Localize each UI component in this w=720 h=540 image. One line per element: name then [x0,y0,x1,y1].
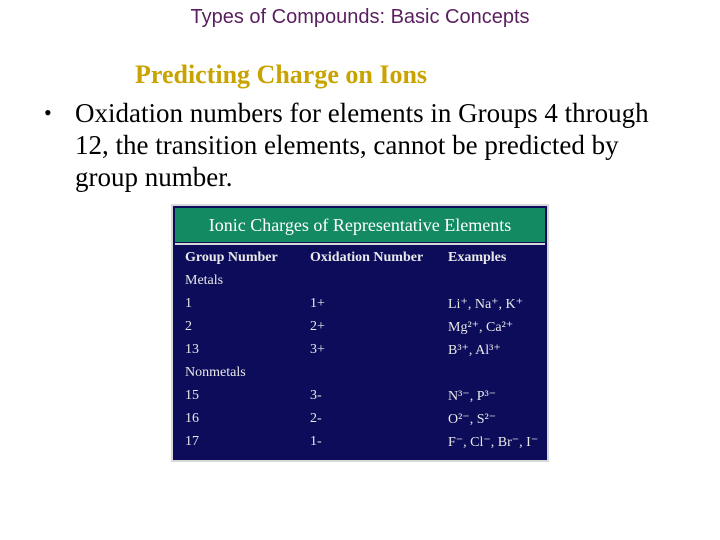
table-header-row [185,250,543,272]
cell-oxidation: 3- [310,388,322,403]
table-row [185,273,543,295]
cell-examples: O²⁻, S²⁻ [448,412,497,427]
table-title: Ionic Charges of Representative Elements [175,208,545,242]
table-row [185,388,543,410]
cell-group: Metals [185,273,224,288]
table-row [185,319,543,341]
bullet-dot: • [44,100,52,125]
cell-group: 13 [185,342,199,357]
table-row [185,365,543,387]
cell-oxidation: 2- [310,411,322,426]
cell-oxidation: 3+ [310,342,325,357]
ionic-charges-table [171,204,549,462]
cell-examples: Li⁺, Na⁺, K⁺ [448,297,524,312]
table-row [185,342,543,364]
cell-group: 2 [185,319,192,334]
slide-header: Types of Compounds: Basic Concepts [190,6,530,28]
header-group-number: Group Number [185,250,278,265]
cell-examples: N³⁻, P³⁻ [448,389,497,404]
cell-oxidation: 1+ [310,296,325,311]
table-row [185,411,543,433]
cell-group: 1 [185,296,192,311]
header-oxidation-number: Oxidation Number [310,250,424,265]
table-title-divider [175,243,545,245]
cell-group: 15 [185,388,199,403]
cell-oxidation: 1- [310,434,322,449]
cell-examples: F⁻, Cl⁻, Br⁻, I⁻ [448,435,539,450]
cell-examples: Mg²⁺, Ca²⁺ [448,320,514,335]
slide-subtitle: Predicting Charge on Ions [135,60,428,89]
table-row [185,296,543,318]
cell-examples: B³⁺, Al³⁺ [448,343,501,358]
bullet-text: Oxidation numbers for elements in Groups 4 through 12, the transition elements, cannot be predicted by group number. [75,98,649,192]
cell-group: Nonmetals [185,365,246,380]
cell-oxidation: 2+ [310,319,325,334]
bullet-point [44,97,684,193]
header-examples: Examples [448,250,507,265]
cell-group: 16 [185,411,199,426]
table-row [185,434,543,456]
cell-group: 17 [185,434,199,449]
